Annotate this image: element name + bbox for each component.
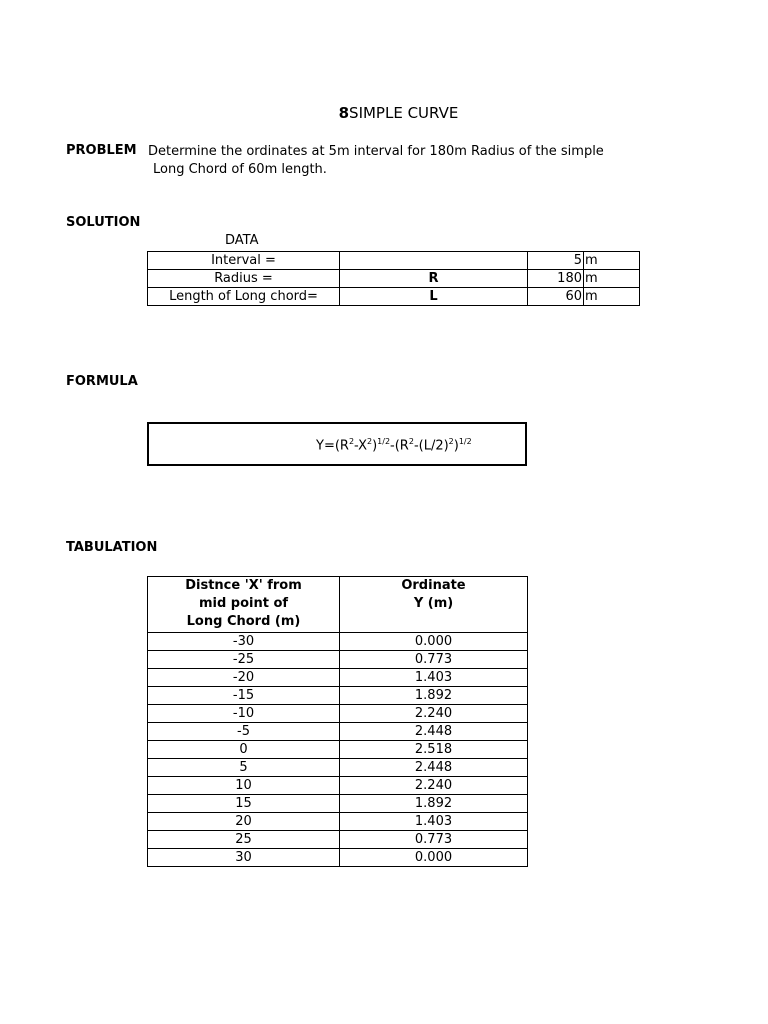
data-symbol: R	[340, 270, 528, 288]
ordinate-cell: 2.448	[340, 759, 528, 777]
data-label: Radius =	[148, 270, 340, 288]
table-row	[148, 723, 528, 741]
distance-cell: -20	[148, 669, 340, 687]
ordinate-cell: 2.240	[340, 705, 528, 723]
distance-cell: 5	[148, 759, 340, 777]
ordinate-cell: 0.773	[340, 651, 528, 669]
table-row	[148, 687, 528, 705]
ordinate-cell: 1.403	[340, 813, 528, 831]
problem-statement	[148, 143, 638, 179]
distance-cell: -25	[148, 651, 340, 669]
data-unit: m	[584, 270, 640, 288]
ordinate-cell: 1.892	[340, 687, 528, 705]
tabulation-table	[147, 576, 528, 867]
data-symbol	[340, 252, 528, 270]
distance-cell: -15	[148, 687, 340, 705]
distance-cell: 20	[148, 813, 340, 831]
page-title	[0, 104, 768, 122]
ordinate-cell: 2.518	[340, 741, 528, 759]
table-row	[148, 849, 528, 867]
tabulation-header-row	[148, 577, 528, 633]
table-row	[148, 705, 528, 723]
header-distance: Distnce 'X' from mid point of Long Chord (m)	[148, 577, 340, 633]
data-symbol: L	[340, 288, 528, 306]
title-text: SIMPLE CURVE	[349, 104, 459, 122]
table-row	[148, 633, 528, 651]
data-unit: m	[584, 252, 640, 270]
ordinate-cell: 2.240	[340, 777, 528, 795]
table-row	[148, 741, 528, 759]
ordinate-cell: 2.448	[340, 723, 528, 741]
data-value: 60	[528, 288, 584, 306]
table-row	[148, 831, 528, 849]
ordinate-cell: 1.892	[340, 795, 528, 813]
distance-cell: 25	[148, 831, 340, 849]
formula-label: FORMULA	[66, 374, 138, 389]
distance-cell: 15	[148, 795, 340, 813]
distance-cell: -30	[148, 633, 340, 651]
problem-label: PROBLEM	[66, 143, 137, 158]
distance-cell: 30	[148, 849, 340, 867]
data-unit: m	[584, 288, 640, 306]
problem-line-2: Long Chord of 60m length.	[153, 162, 327, 177]
table-row	[148, 777, 528, 795]
title-number: 8	[338, 104, 350, 122]
data-value: 5	[528, 252, 584, 270]
ordinate-cell: 1.403	[340, 669, 528, 687]
tabulation-label: TABULATION	[66, 540, 158, 555]
distance-cell: -5	[148, 723, 340, 741]
table-row	[148, 759, 528, 777]
data-label: Interval =	[148, 252, 340, 270]
distance-cell: 0	[148, 741, 340, 759]
data-heading: DATA	[225, 233, 259, 248]
ordinate-cell: 0.000	[340, 849, 528, 867]
data-row	[148, 270, 640, 288]
data-table	[147, 251, 640, 306]
data-row	[148, 288, 640, 306]
distance-cell: 10	[148, 777, 340, 795]
formula-text: $Y=(R^2-X^2)^{1/2}-(R^2-(L/2)^2)^{1/2}$	[316, 437, 472, 454]
ordinate-cell: 0.000	[340, 633, 528, 651]
table-row	[148, 651, 528, 669]
table-row	[148, 669, 528, 687]
data-value: 180	[528, 270, 584, 288]
ordinate-cell: 0.773	[340, 831, 528, 849]
table-row	[148, 795, 528, 813]
distance-cell: -10	[148, 705, 340, 723]
solution-label: SOLUTION	[66, 215, 141, 230]
header-ordinate: Ordinate Y (m)	[340, 577, 528, 633]
data-row	[148, 252, 640, 270]
table-row	[148, 813, 528, 831]
problem-line-1: Determine the ordinates at 5m interval for 180m Radius of the simple	[148, 144, 604, 159]
data-label: Length of Long chord=	[148, 288, 340, 306]
formula-box	[147, 422, 527, 466]
